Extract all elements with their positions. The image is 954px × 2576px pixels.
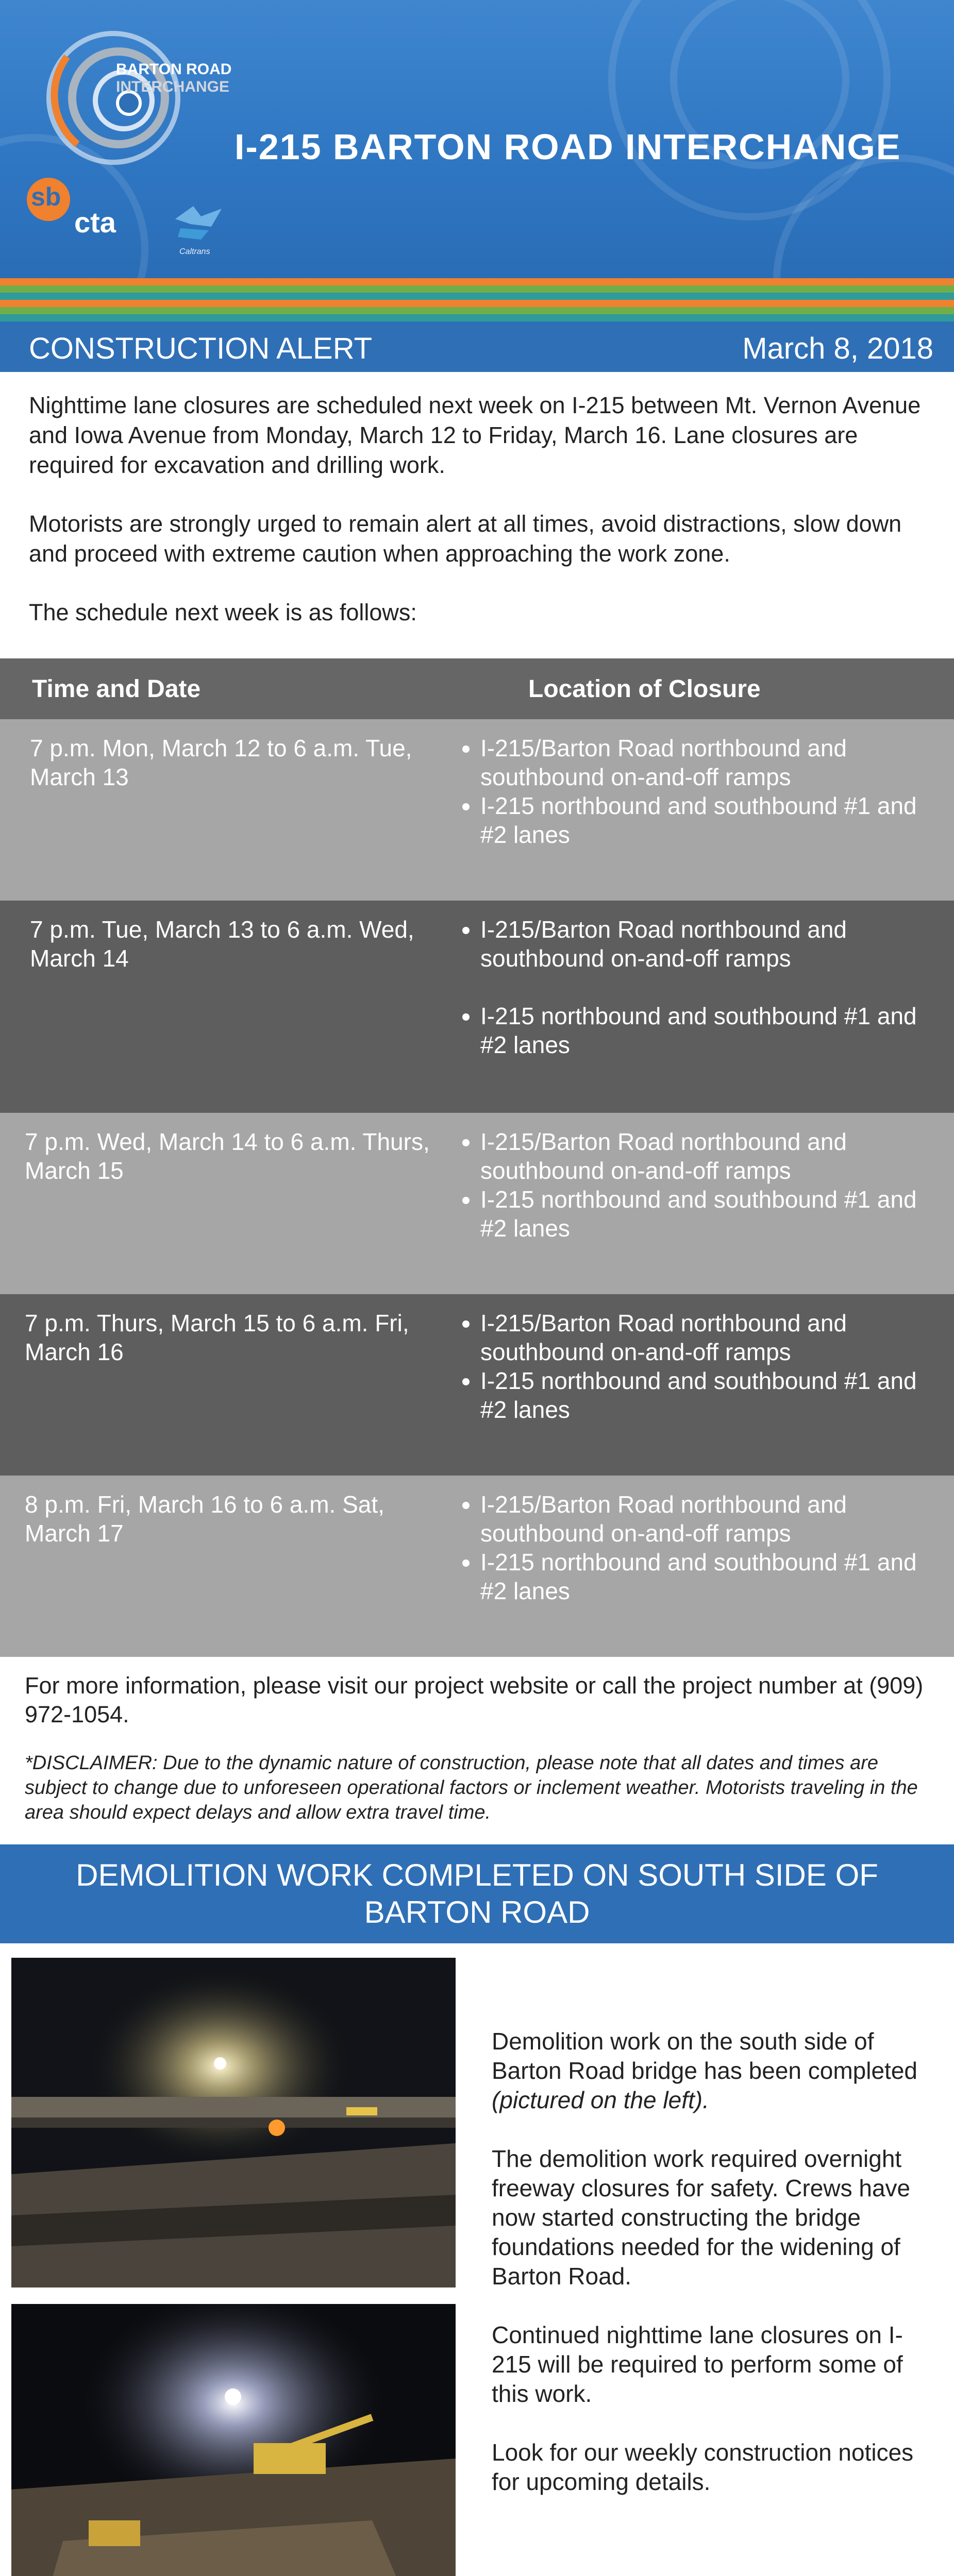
location-item: • I-215 northbound and southbound #1 and #2 lanes — [480, 791, 933, 849]
header-location: Location of Closure — [528, 675, 761, 703]
color-stripes — [0, 278, 954, 325]
row-time: 7 p.m. Tue, March 13 to 6 a.m. Wed, March 14 — [30, 916, 414, 972]
demolition-paragraph-2: The demolition work required overnight freeway closures for safety. Crews have now started constructing the bridge foundations needed for the widening of Barton Road. — [492, 2145, 911, 2290]
table-header — [0, 658, 954, 719]
logo-text — [116, 61, 231, 96]
table-row — [0, 719, 954, 901]
location-item: • I-215/Barton Road northbound and southbound on-and-off ramps — [480, 1309, 933, 1366]
row-time: 7 p.m. Mon, March 12 to 6 a.m. Tue, March 13 — [30, 735, 412, 790]
sbcta-logo-sb: sb — [31, 182, 61, 211]
demolition-heading: DEMOLITION WORK COMPLETED ON SOUTH SIDE OF BARTON ROAD — [0, 1844, 954, 1943]
demolition-p1-italic: (pictured on the left). — [492, 2087, 709, 2113]
demolition-photo-1 — [11, 1958, 456, 2287]
intro-paragraph-1: Nighttime lane closures are scheduled next week on I-215 between Mt. Vernon Avenue and Iowa Avenue from Monday, March 12 to Friday, March 16. Lane closures are required for excavation and drilling work. — [29, 392, 921, 478]
location-item: • I-215 northbound and southbound #1 and #2 lanes — [480, 1002, 933, 1059]
alert-label: CONSTRUCTION ALERT — [29, 331, 373, 365]
caltrans-logo — [170, 204, 227, 257]
logo-line-1: BARTON ROAD — [116, 61, 232, 78]
disclaimer-text: *DISCLAIMER: Due to the dynamic nature of construction, please note that all dates and times are subject to change due to unforeseen operational factors or inclement weather. Motorists traveling in the area should expect delays and allow extra travel time. — [25, 1752, 918, 1823]
row-location — [448, 1113, 954, 1294]
intro-paragraph-2: Motorists are strongly urged to remain alert at all times, avoid distractions, slow down and proceed with extreme caution when approaching the work zone. — [29, 511, 902, 567]
location-item: • I-215/Barton Road northbound and southbound on-and-off ramps — [480, 1490, 933, 1548]
location-item: • I-215/Barton Road northbound and southbound on-and-off ramps — [480, 1127, 933, 1185]
logo-line-2: INTERCHANGE — [116, 78, 230, 95]
location-item: • I-215 northbound and southbound #1 and #2 lanes — [480, 1366, 933, 1424]
table-row — [0, 1294, 954, 1476]
row-time: 7 p.m. Thurs, March 15 to 6 a.m. Fri, March 16 — [25, 1310, 409, 1365]
location-item: • I-215 northbound and southbound #1 and #2 lanes — [480, 1185, 933, 1243]
caltrans-label: Caltrans — [179, 247, 210, 256]
page-title: I-215 BARTON ROAD INTERCHANGE — [235, 127, 901, 167]
demolition-photo-2 — [11, 2304, 456, 2576]
closure-schedule-table — [0, 658, 954, 1657]
row-location — [448, 719, 954, 901]
construction-alert-bar — [0, 325, 954, 372]
header-time-date: Time and Date — [32, 675, 201, 703]
more-info-text: For more information, please visit our project website or call the project number at (909) 972-1054. — [25, 1672, 924, 1727]
demolition-paragraph-1 — [492, 2027, 935, 2115]
intro-paragraph-3: The schedule next week is as follows: — [29, 599, 417, 625]
row-location — [448, 901, 954, 1113]
demolition-text — [492, 2027, 935, 2526]
demolition-paragraph-4: Look for our weekly construction notices for upcoming details. — [492, 2439, 914, 2495]
demolition-section — [0, 1943, 954, 2576]
location-item: • I-215/Barton Road northbound and southbound on-and-off ramps — [480, 734, 933, 791]
sbcta-logo-cta: cta — [74, 206, 116, 239]
demolition-p1-text: Demolition work on the south side of Barton Road bridge has been completed — [492, 2028, 918, 2084]
demolition-paragraph-3: Continued nighttime lane closures on I-215 will be required to perform some of this work. — [492, 2321, 903, 2407]
table-row — [0, 1476, 954, 1657]
row-time: 7 p.m. Wed, March 14 to 6 a.m. Thurs, March 15 — [25, 1128, 430, 1184]
table-row — [0, 1113, 954, 1294]
header-banner — [0, 0, 954, 278]
location-item: • I-215/Barton Road northbound and southbound on-and-off ramps — [480, 915, 933, 973]
row-location — [448, 1294, 954, 1476]
table-row — [0, 901, 954, 1113]
row-time: 8 p.m. Fri, March 16 to 6 a.m. Sat, March 17 — [25, 1491, 384, 1547]
row-location — [448, 1476, 954, 1657]
location-item: • I-215 northbound and southbound #1 and #2 lanes — [480, 1548, 933, 1605]
caltrans-icon — [170, 204, 227, 245]
intro-text — [0, 372, 954, 628]
alert-date: March 8, 2018 — [742, 331, 933, 365]
